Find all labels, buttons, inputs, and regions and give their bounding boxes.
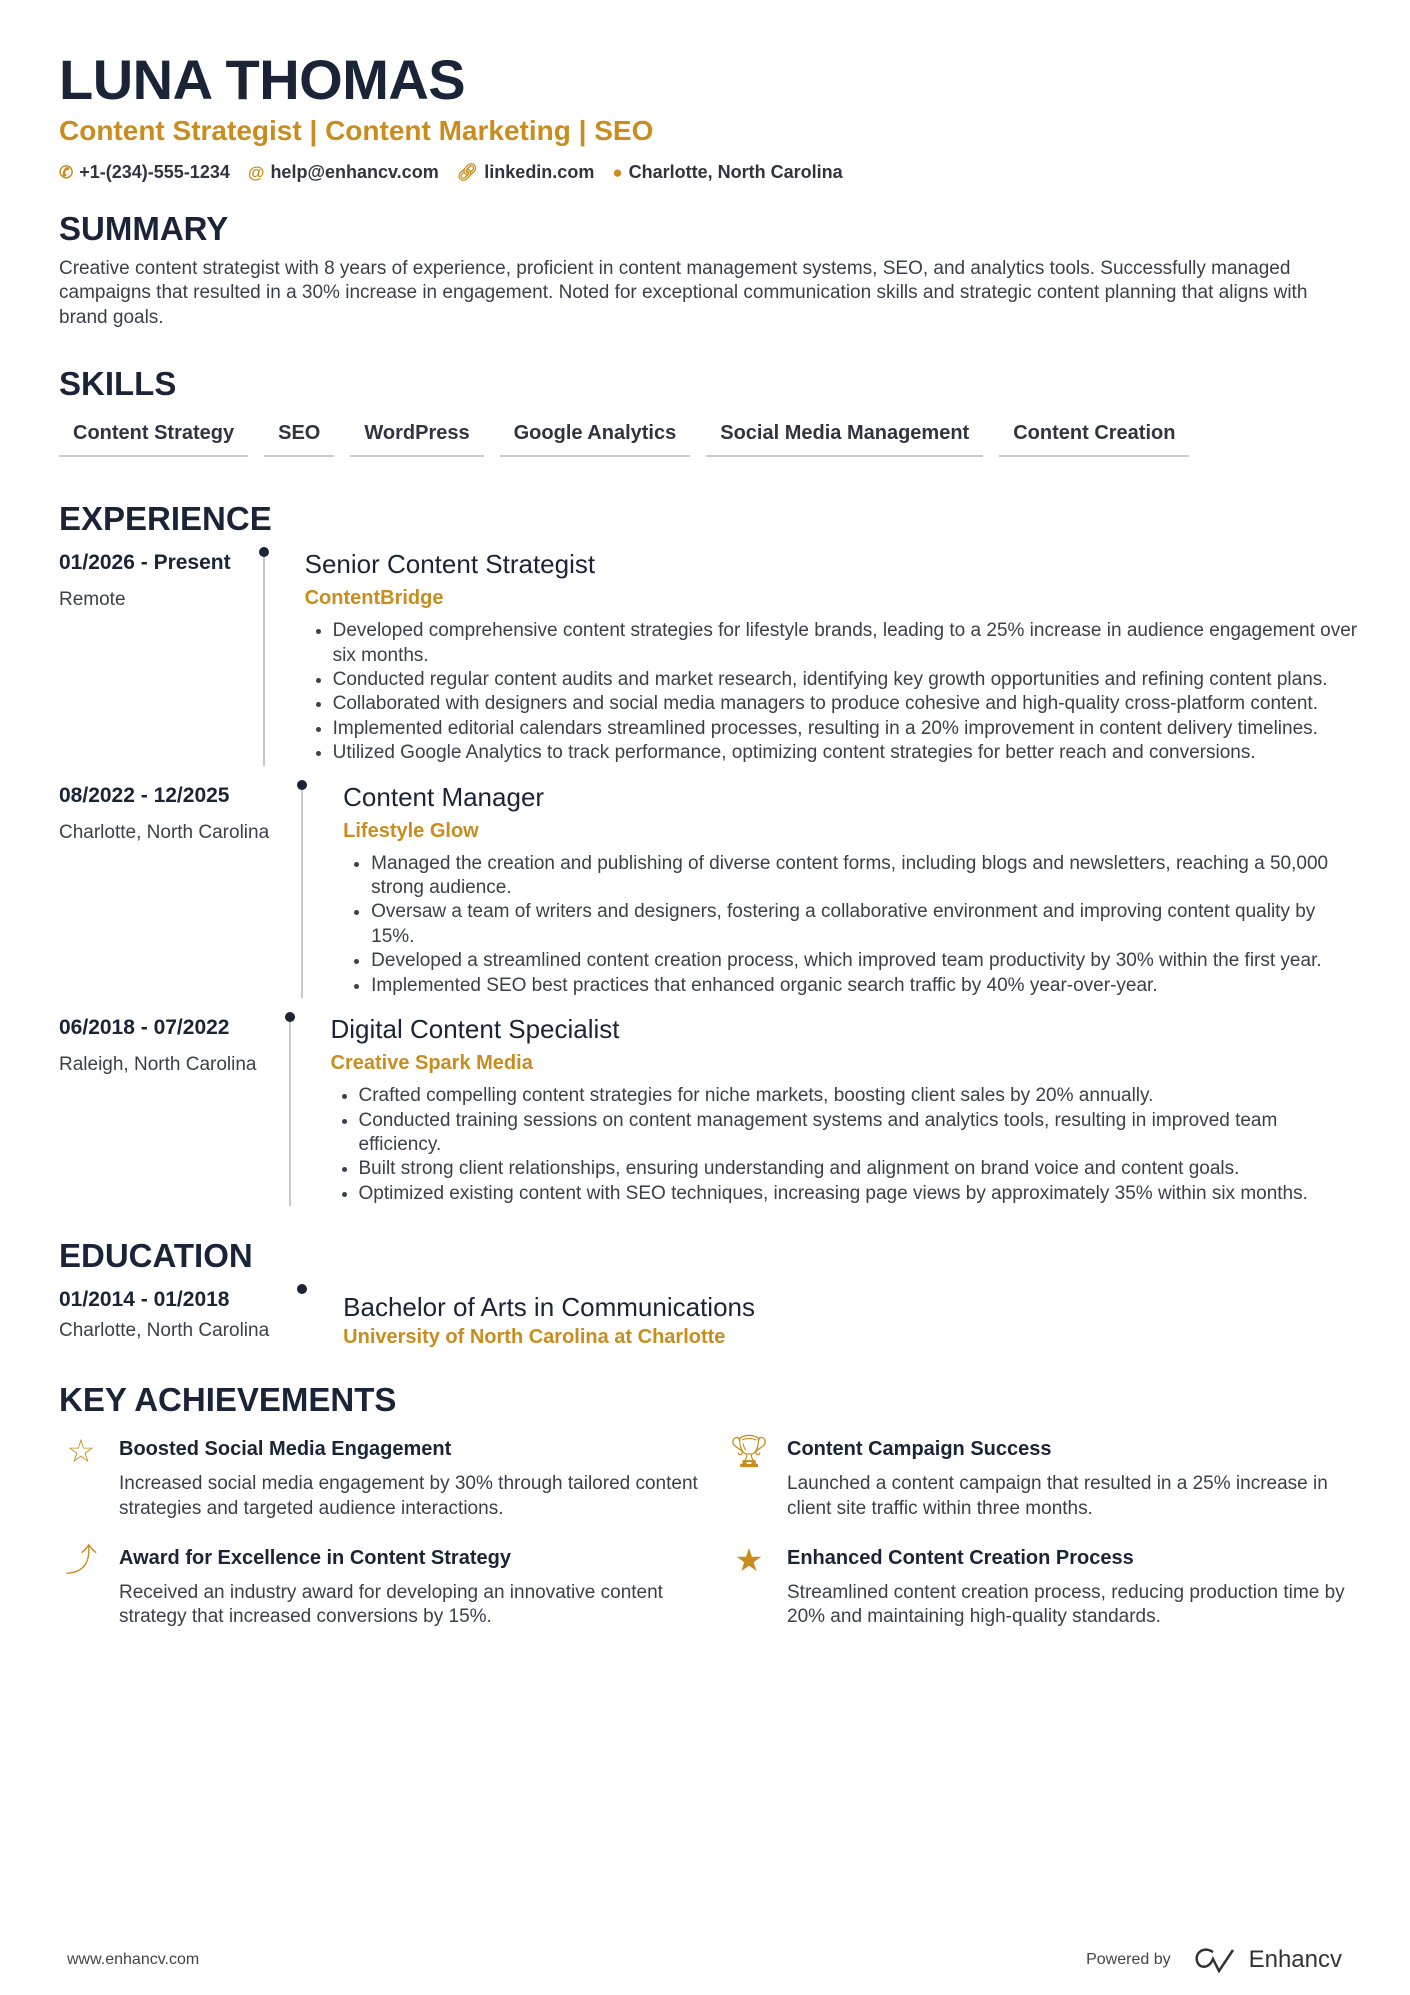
achievement-title: Enhanced Content Creation Process (787, 1546, 1134, 1569)
skill-chip: Social Media Management (706, 418, 983, 457)
achievement-text: Launched a content campaign that resulted in a 25% increase in client site traffic within three months. (787, 1473, 1328, 1519)
timeline-dot (259, 547, 269, 557)
achievement-title: Content Campaign Success (787, 1438, 1052, 1461)
bullet: • Conducted regular content audits and market research, identifying key growth opportunities and refining content plans. (333, 668, 1359, 692)
location: Charlotte, North Carolina (628, 162, 843, 182)
email[interactable]: help@enhancv.com (270, 162, 439, 182)
entry-date: 01/2026 - Present (59, 551, 231, 575)
job-title: Content Manager (343, 781, 545, 812)
summary-text: Creative content strategist with 8 years of experience, proficient in content management systems, SEO, and analytics tools. Successfully managed campaigns that resulted in a 30% increase in engagement. Noted for exceptional communication skills and strategic content planning that aligns with brand goals. (59, 258, 1308, 328)
skill-chip: WordPress (350, 418, 483, 457)
brand-name: Enhancv (1248, 1946, 1342, 1973)
bullet: • Implemented SEO best practices that enhanced organic search traffic by 40% year-over-year. (371, 974, 1359, 998)
bullet: • Built strong client relationships, ensuring understanding and alignment on brand voice and content goals. (359, 1157, 1360, 1181)
company-name: ContentBridge (304, 587, 444, 610)
contact-bar (59, 162, 1359, 183)
achievement-item (727, 1434, 1347, 1521)
entry-location: Charlotte, North Carolina (59, 1320, 270, 1342)
section-title: KEY ACHIEVEMENTS (59, 1381, 397, 1419)
experience-entry (59, 1014, 1359, 1206)
skill-chip: Content Creation (999, 418, 1189, 457)
experience-section (59, 499, 1359, 1206)
education-section (59, 1236, 1359, 1350)
skill-chip: SEO (264, 418, 334, 457)
company-name: Creative Spark Media (330, 1052, 533, 1075)
education-entry (59, 1286, 1359, 1350)
achievement-item (59, 1543, 727, 1630)
bullet: • Crafted compelling content strategies for niche markets, boosting client sales by 20% annually. (359, 1084, 1360, 1108)
at-icon: @ (247, 162, 265, 182)
achievement-item (59, 1434, 727, 1521)
link-icon: 🔗︎ (456, 162, 479, 182)
company-name: Lifestyle Glow (343, 819, 479, 842)
bullet: • Managed the creation and publishing of diverse content forms, including blogs and newsletters, reaching a 50,000 strong audience. (371, 852, 1359, 901)
candidate-name: LUNA THOMAS (59, 48, 466, 111)
timeline-dot (297, 1284, 307, 1294)
timeline-line (301, 1286, 303, 1350)
degree: Bachelor of Arts in Communications (343, 1292, 756, 1323)
job-title: Senior Content Strategist (304, 549, 596, 580)
location-pin-icon: ● (612, 162, 623, 182)
bullet: • Utilized Google Analytics to track performance, optimizing content strategies for better reach and conversions. (333, 741, 1359, 765)
bullet: • Developed comprehensive content strategies for lifestyle brands, leading to a 25% increase in audience engagement over six months. (333, 619, 1359, 668)
achievement-text: Received an industry award for developing an innovative content strategy that increased conversions by 15%. (119, 1581, 663, 1628)
candidate-title: Content Strategist | Content Marketing | SEO (59, 115, 654, 146)
entry-location: Charlotte, North Carolina (59, 821, 270, 843)
website-link[interactable]: www.enhancv.com (67, 1951, 200, 1968)
timeline-line (289, 1014, 291, 1206)
section-title: EXPERIENCE (59, 500, 272, 538)
enhancv-logo-icon (1193, 1947, 1239, 1973)
achievement-title: Award for Excellence in Content Strategy (119, 1546, 511, 1569)
experience-entry (59, 549, 1359, 765)
powered-by-label: Powered by (1086, 1951, 1171, 1968)
bullet: • Collaborated with designers and social media managers to produce cohesive and high-quality cross-platform content. (333, 692, 1359, 716)
timeline-dot (297, 780, 307, 790)
timeline-dot (285, 1012, 295, 1022)
footer (67, 1946, 1342, 1974)
timeline-line (263, 549, 265, 765)
skills-section (59, 364, 1359, 457)
linkedin[interactable]: linkedin.com (484, 162, 595, 182)
entry-date: 08/2022 - 12/2025 (59, 783, 230, 807)
star-half-icon: ☆ (66, 1433, 96, 1470)
school-name: University of North Carolina at Charlotte (343, 1326, 726, 1349)
skill-chip: Content Strategy (59, 418, 248, 457)
bullet: • Implemented editorial calendars streamlined processes, resulting in a 20% improvement in content delivery timelines. (333, 717, 1359, 741)
skill-chip: Google Analytics (500, 418, 691, 457)
achievement-item (727, 1543, 1347, 1630)
section-title: SKILLS (59, 365, 177, 403)
phone-icon: ✆ (59, 162, 74, 182)
resume (59, 48, 1359, 1630)
summary-section (59, 209, 1359, 330)
entry-location: Remote (59, 589, 126, 611)
job-title: Digital Content Specialist (330, 1014, 620, 1045)
timeline-line (301, 782, 303, 998)
achievement-text: Increased social media engagement by 30% through tailored content strategies and targeted audience interactions. (119, 1473, 698, 1519)
section-title: SUMMARY (59, 210, 229, 247)
phone[interactable]: +1-(234)-555-1234 (79, 162, 230, 182)
entry-date: 06/2018 - 07/2022 (59, 1016, 230, 1040)
trophy-icon: 🏆︎ (728, 1433, 770, 1470)
experience-entry (59, 782, 1359, 998)
strategy-icon: ⤴ (64, 1541, 97, 1578)
bullet: • Oversaw a team of writers and designers, fostering a collaborative environment and improving content quality by 15%. (371, 900, 1359, 949)
entry-location: Raleigh, North Carolina (59, 1054, 257, 1076)
achievements-section (59, 1380, 1359, 1630)
star-icon: ★ (734, 1541, 764, 1578)
enhancv-logo[interactable] (1193, 1946, 1342, 1974)
entry-date: 01/2014 - 01/2018 (59, 1288, 230, 1312)
achievement-title: Boosted Social Media Engagement (119, 1438, 452, 1461)
bullet: • Optimized existing content with SEO techniques, increasing page views by approximately 35% within six months. (359, 1182, 1360, 1206)
bullet: • Conducted training sessions on content management systems and analytics tools, resulting in improved team efficiency. (359, 1109, 1360, 1158)
achievement-text: Streamlined content creation process, reducing production time by 20% and maintaining high-quality standards. (787, 1581, 1345, 1628)
bullet: • Developed a streamlined content creation process, which improved team productivity by 30% within the first year. (371, 949, 1359, 973)
section-title: EDUCATION (59, 1237, 253, 1275)
